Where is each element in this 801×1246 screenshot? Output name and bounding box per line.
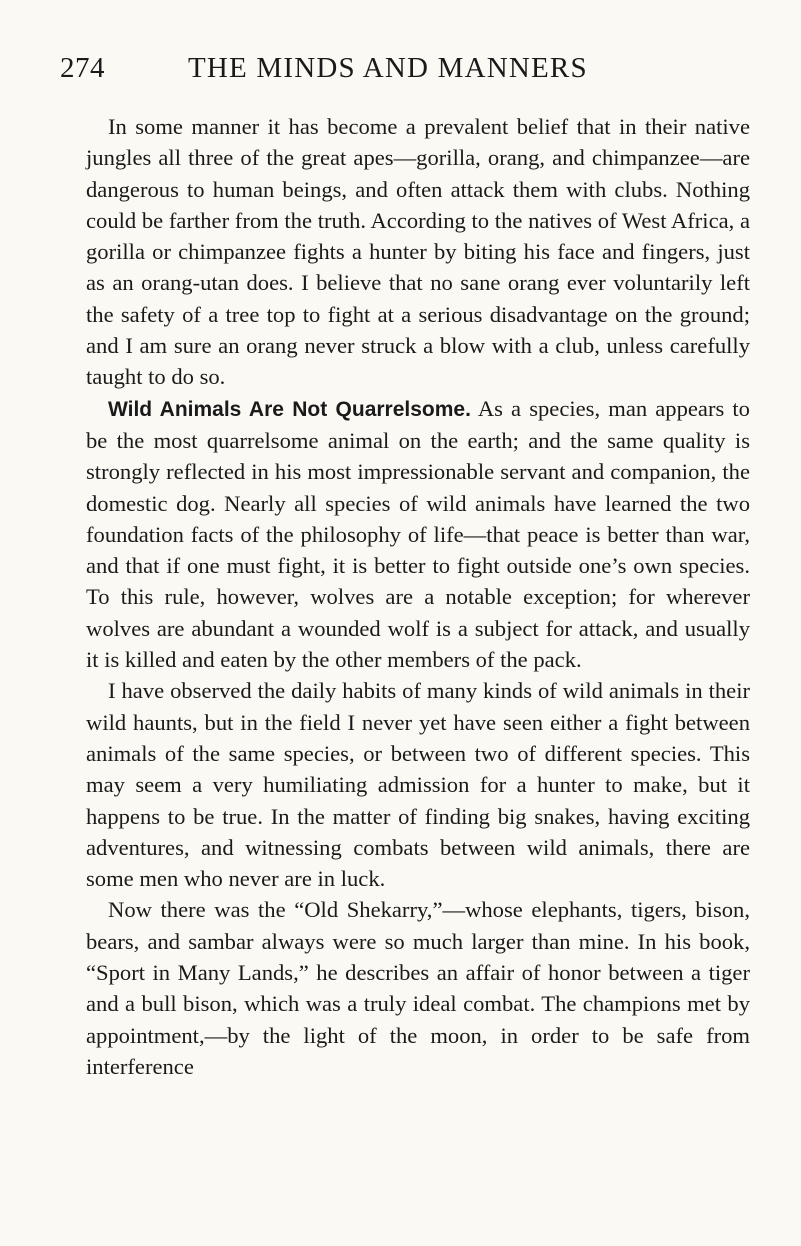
body-text [86, 111, 750, 1082]
paragraph-wild-animals [86, 393, 750, 676]
section-heading: Wild Animals Are Not Quarrelsome. [108, 397, 471, 421]
paragraph-observation: I have observed the daily habits of many kinds of wild animals in their wild haunts, but in the field I never yet have seen either a fight between animals of the same species, or between two of different species. This may seem a very humiliating admission for a hunter to make, but it happens to be true. In the matter of finding big snakes, having exciting adventures, and witnessing combats between wild animals, there are some men who never are in luck. [86, 678, 750, 892]
page-number: 274 [60, 52, 105, 84]
paragraph-wild-animals-text: As a species, man appears to be the most quarrelsome animal on the earth; and the same quality is strongly reflected in his most impressionable servant and companion, the domestic dog. Nearly all species of wild animals have learned the two foundation facts of the philosophy of life—that peace is better than war, and that if one must fight, it is better to fight outside one’s own species. To this rule, however, wolves are a notable exception; for wherever wolves are abundant a wounded wolf is a subject for attack, and usually it is killed and eaten by the other members of the pack. [86, 395, 750, 673]
running-title: THE MINDS AND MANNERS [188, 52, 588, 84]
paragraph-apes: In some manner it has become a prevalent belief that in their native jungles all three of the great apes—gorilla, orang, and chimpanzee—are dangerous to human beings, and often attack them with clubs. Nothing could be farther from the truth. According to the natives of West Africa, a gorilla or chimpanzee fights a hunter by biting his face and fingers, just as an orang-utan does. I believe that no sane orang ever voluntarily left the safety of a tree top to fight at a serious disadvantage on the ground; and I am sure an orang never struck a blow with a club, unless carefully taught to do so. [86, 114, 750, 390]
paragraph-old-shekarry: Now there was the “Old Shekarry,”—whose elephants, tigers, bison, bears, and sambar always were so much larger than mine. In his book, “Sport in Many Lands,” he describes an affair of honor between a tiger and a bull bison, which was a truly ideal combat. The champions met by appointment,—by the light of the moon, in order to be safe from interference [86, 897, 750, 1079]
running-head [60, 52, 760, 92]
